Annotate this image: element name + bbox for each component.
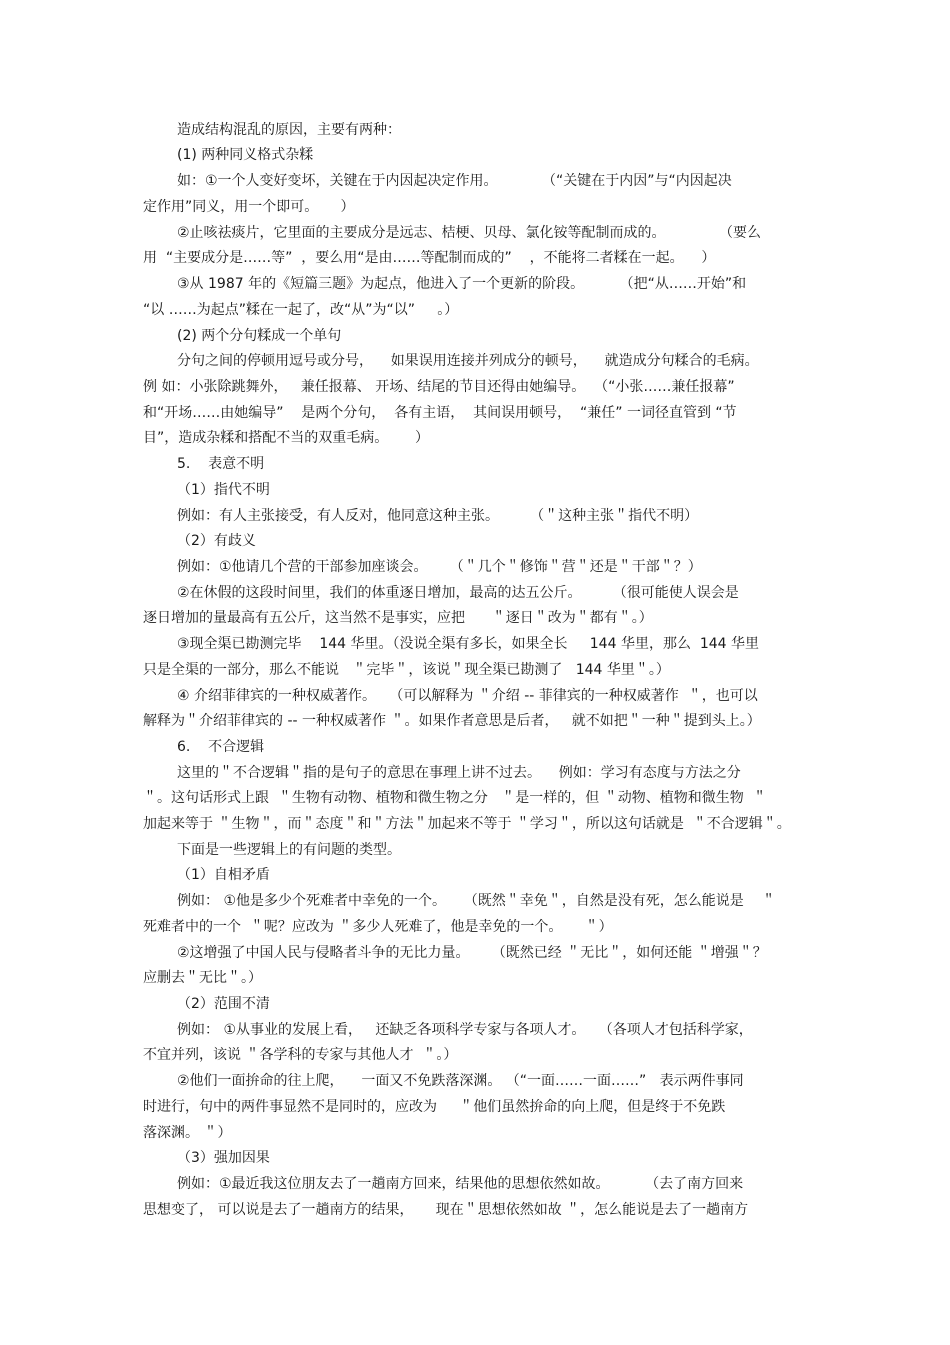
text-line: （1）自相矛盾 [177, 867, 270, 883]
text-line: 这里的＂不合逻辑＂指的是句子的意思在事理上讲不过去。 例如：学习有态度与方法之分 [177, 765, 741, 781]
text-line: 落深渊。 ＂） [143, 1125, 232, 1141]
text-line: (2) 两个分句糅成一个单句 [177, 328, 342, 344]
text-line: ③现全渠已勘测完毕 144 华里。（没说全渠有多长，如果全长 144 华里，那么 144 华里 [177, 636, 760, 652]
text-line: （2）有歧义 [177, 533, 256, 549]
text-line: 时进行，句中的两件事显然不是同时的，应改为 ＂他们虽然拚命的向上爬，但是终于不免跌 [143, 1099, 726, 1115]
text-line: （3）强加因果 [177, 1150, 270, 1166]
text-line: （2）范围不清 [177, 996, 270, 1012]
text-line: 分句之间的停顿用逗号或分号， 如果误用连接并列成分的顿号， 就造成分句糅合的毛病。 [177, 353, 759, 369]
text-line: ④ 介绍菲律宾的一种权威著作。 （可以解释为 ＂介绍 -- 菲律宾的一种权威著作 ＂，也可以 [177, 688, 758, 704]
text-line: 和“开场……由她编导” 是两个分句， 各有主语， 其间误用顿号， “兼任” 一词径直管到 “节 [143, 405, 737, 421]
text-line: 例如：①最近我这位朋友去了一趟南方回来，结果他的思想依然如故。 （去了南方回来 [177, 1176, 744, 1192]
text-line: “以 ……为起点”糅在一起了，改“从”为“以” 。） [143, 302, 459, 318]
text-line: 不宜并列，该说 ＂各学科的专家与其他人才 ＂。） [143, 1047, 458, 1063]
text-line: 造成结构混乱的原因，主要有两种： [177, 122, 401, 138]
text-line: 例如： ①他是多少个死难者中幸免的一个。 （既然＂幸免＂，自然是没有死，怎么能说是 ＂ [177, 893, 776, 909]
text-line: 加起来等于 ＂生物＂，而＂态度＂和＂方法＂加起来不等于 ＂学习＂，所以这句话就是 ＂不合逻辑＂。 [143, 816, 791, 832]
text-line: ②他们一面拚命的往上爬， 一面又不免跌落深渊。 （“一面……一面……” 表示两件事同 [177, 1073, 744, 1089]
text-line: 6. 不合逻辑 [177, 739, 265, 755]
text-line: 只是全渠的一部分，那么不能说 ＂完毕＂，该说＂现全渠已勘测了 144 华里＂。） [143, 662, 670, 678]
text-line: 例如： ①从事业的发展上看， 还缺乏各项科学专家与各项人才。 （各项人才包括科学家， [177, 1022, 753, 1038]
text-line: 例 如：小张除跳舞外， 兼任报幕、 开场、结尾的节目还得由她编导。 （“小张……兼任报幕” [143, 379, 735, 395]
text-line: 如：①一个人变好变坏，关键在于内因起决定作用。 （“关键在于内因”与“内因起决 [177, 173, 732, 189]
text-line: 应删去＂无比＂。） [143, 970, 262, 986]
text-line: 定作用”同义，用一个即可。 ） [143, 199, 355, 215]
text-line: 目”，造成杂糅和搭配不当的双重毛病。 ） [143, 430, 429, 446]
text-line: 解释为＂介绍菲律宾的 -- 一种权威著作 ＂。如果作者意思是后者， 就不如把＂一种＂提到头上。） [143, 713, 761, 729]
text-line: ②止咳祛痰片，它里面的主要成分是远志、桔梗、贝母、氯化铵等配制而成的。 （要么 [177, 225, 761, 241]
text-line: 例如：有人主张接受，有人反对，他同意这种主张。 （＂这种主张＂指代不明） [177, 508, 699, 524]
text-line: 5. 表意不明 [177, 456, 265, 472]
text-line: 用 “主要成分是……等” ，要么用“是由……等配制而成的” ，不能将二者糅在一起。 ） [143, 250, 716, 266]
text-line: ＂。这句话形式上跟 ＂生物有动物、植物和微生物之分 ＂是一样的，但 ＂动物、植物和微生物 ＂ [143, 790, 767, 806]
text-line: (1) 两种同义格式杂糅 [177, 147, 314, 163]
text-line: 下面是一些逻辑上的有问题的类型。 [177, 842, 401, 858]
text-line: 例如：①他请几个营的干部参加座谈会。 （＂几个＂修饰＂营＂还是＂干部＂？） [177, 559, 702, 575]
text-line: ③从 1987 年的《短篇三题》为起点，他进入了一个更新的阶段。 （把“从……开始”和 [177, 276, 747, 292]
text-line: 思想变了， 可以说是去了一趟南方的结果， 现在＂思想依然如故 ＂，怎么能说是去了一趟南方 [143, 1202, 749, 1218]
text-line: ②在休假的这段时间里，我们的体重逐日增加，最高的达五公斤。 （很可能使人误会是 [177, 585, 739, 601]
text-line: （1）指代不明 [177, 482, 270, 498]
text-line: 逐日增加的量最高有五公斤，这当然不是事实，应把 ＂逐日＂改为＂都有＂。） [143, 610, 653, 626]
text-line: ②这增强了中国人民与侵略者斗争的无比力量。 （既然已经 ＂无比＂，如何还能 ＂增强＂？ [177, 945, 767, 961]
text-line: 死难者中的一个 ＂呢？应改为 ＂多少人死难了，他是幸免的一个。 ＂） [143, 919, 613, 935]
